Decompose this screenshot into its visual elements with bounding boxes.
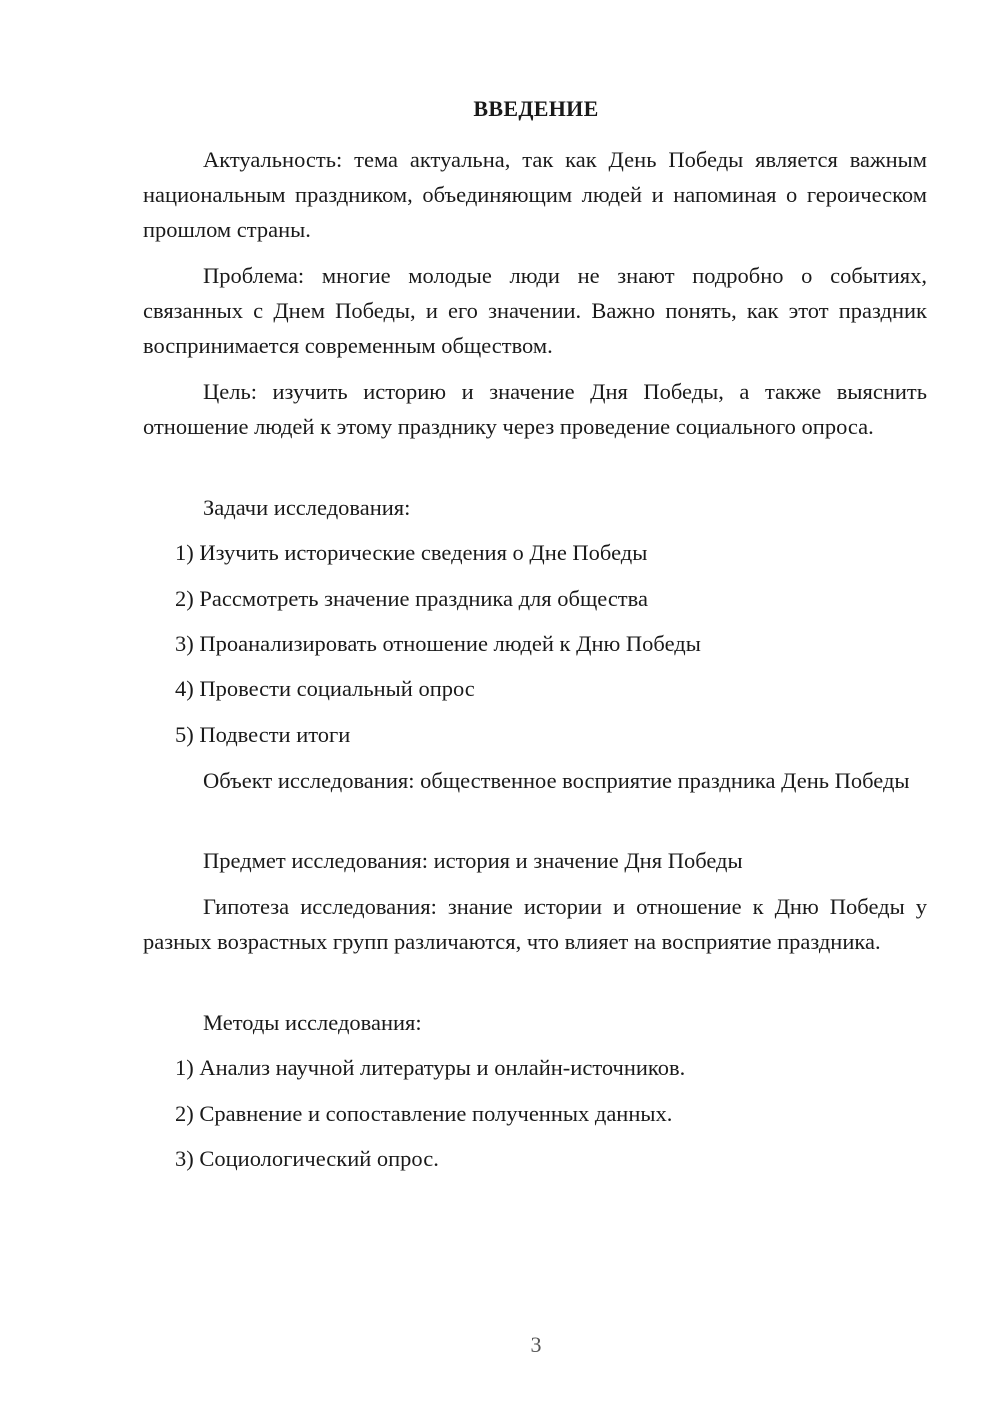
tasks-item-2-block [143, 581, 927, 616]
object-block [143, 763, 927, 798]
tasks-item-3-block [143, 626, 927, 661]
section-title: ВВЕДЕНИЕ [473, 96, 599, 121]
list-item: 4) Провести социальный опрос [175, 676, 475, 701]
object-paragraph: Объект исследования: общественное восприятие праздника День Победы [203, 768, 910, 793]
relevance-block [143, 142, 927, 247]
list-item: 1) Изучить исторические сведения о Дне Победы [175, 540, 648, 565]
page-number: 3 [530, 1332, 542, 1357]
subject-block [143, 843, 927, 878]
hypothesis-block [143, 889, 927, 959]
list-item: 1) Анализ научной литературы и онлайн-источников. [175, 1055, 686, 1080]
hypothesis-paragraph: Гипотеза исследования: знание истории и отношение к Дню Победы у разных возрастных групп различаются, что влияет на восприятие праздника. [143, 894, 927, 954]
methods-heading: Методы исследования: [203, 1010, 422, 1035]
subject-paragraph: Предмет исследования: история и значение Дня Победы [203, 848, 743, 873]
list-item: 3) Социологический опрос. [175, 1146, 439, 1171]
methods-heading-block [143, 1005, 927, 1040]
relevance-paragraph: Актуальность: тема актуальна, так как День Победы является важным национальным праздником, объединяющим людей и напоминая о героическом прошлом страны. [143, 147, 927, 242]
tasks-heading-block [143, 490, 927, 525]
methods-item-3-block [143, 1141, 927, 1176]
list-item: 2) Сравнение и сопоставление полученных данных. [175, 1101, 673, 1126]
goal-block [143, 374, 927, 444]
list-item: 5) Подвести итоги [175, 722, 351, 747]
methods-item-1-block [143, 1050, 927, 1085]
tasks-heading: Задачи исследования: [203, 495, 411, 520]
goal-paragraph: Цель: изучить историю и значение Дня Победы, а также выяснить отношение людей к этому празднику через проведение социального опроса. [143, 379, 927, 439]
tasks-item-5-block [143, 717, 927, 752]
methods-item-2-block [143, 1096, 927, 1131]
problem-paragraph: Проблема: многие молодые люди не знают подробно о событиях, связанных с Днем Победы, и его значении. Важно понять, как этот праздник воспринимается современным обществом. [143, 263, 927, 358]
tasks-item-1-block [143, 535, 927, 570]
problem-block [143, 258, 927, 363]
list-item: 3) Проанализировать отношение людей к Дню Победы [175, 631, 701, 656]
list-item: 2) Рассмотреть значение праздника для общества [175, 586, 648, 611]
tasks-item-4-block [143, 671, 927, 706]
